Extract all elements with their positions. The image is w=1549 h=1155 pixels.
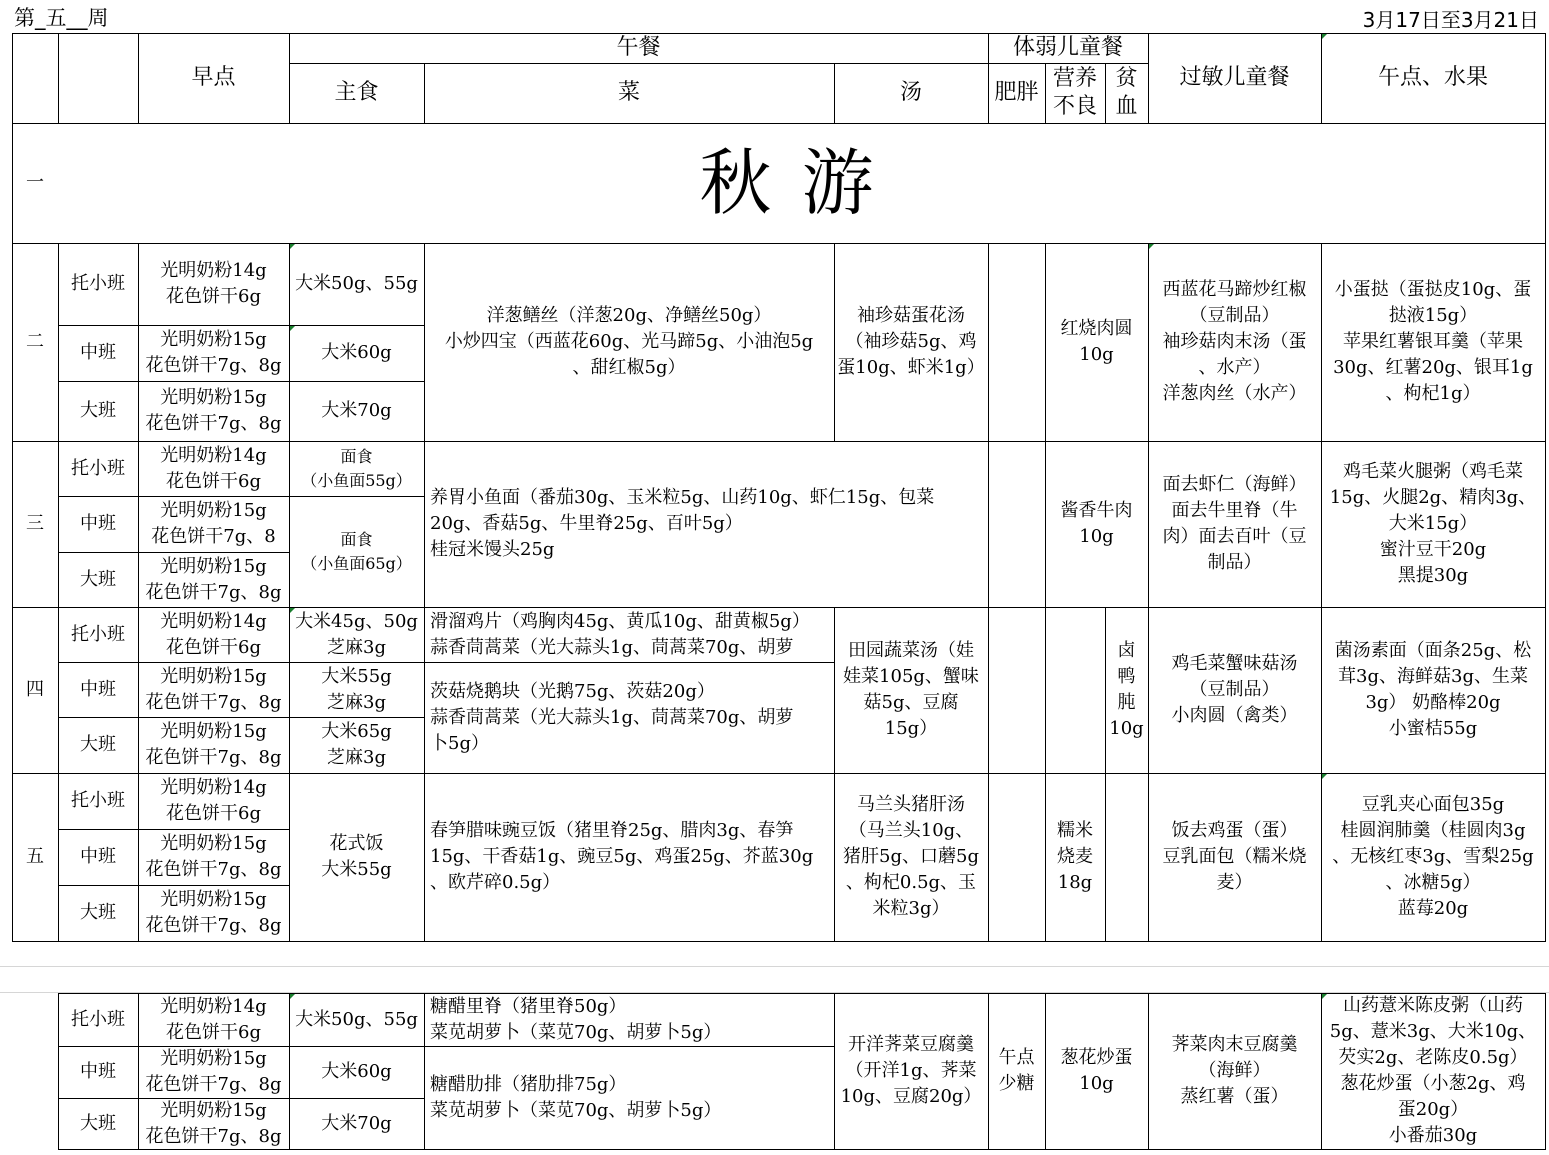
day-label-tue: 二 [26, 331, 44, 352]
class-label: 大班 [80, 902, 116, 923]
class-label: 中班 [80, 846, 116, 867]
staple-cell: 面食 （小鱼面65g） [301, 529, 412, 573]
header-obese: 肥胖 [994, 80, 1039, 105]
day-label-fri: 五 [26, 846, 44, 867]
dish-cell: 养胃小鱼面（番茄30g、玉米粒5g、山药10g、虾仁15g、包菜 20g、香菇5g、牛里脊25g、百叶5g） 桂冠米馒头25g [430, 487, 935, 560]
header-snack-fruit: 午点、水果 [1377, 65, 1488, 90]
class-label: 中班 [80, 513, 116, 534]
header-soup: 汤 [899, 80, 922, 105]
class-label: 大班 [80, 400, 116, 421]
dish-cell: 糖醋肋排（猪肋排75g） 菜苋胡萝卜（菜苋70g、胡萝卜5g） [430, 1073, 722, 1121]
breakfast-cell: 光明奶粉15g 花色饼干7g、8g [145, 665, 282, 713]
staple-cell: 大米70g [321, 1112, 392, 1134]
breakfast-cell: 光明奶粉15g 花色饼干7g、8 [151, 500, 276, 547]
snack-cell: 小蛋挞（蛋挞皮10g、蛋 挞液15g） 苹果红薯银耳羹（苹果 30g、红薯20g、银耳1g 、枸杞1g） [1333, 279, 1533, 404]
breakfast-cell: 光明奶粉14g 花色饼干6g [160, 260, 267, 307]
header-malnourished: 营养 不良 [1052, 66, 1097, 119]
staple-cell: 面食 （小鱼面55g） [301, 446, 412, 490]
breakfast-cell: 光明奶粉14g 花色饼干6g [160, 995, 267, 1043]
breakfast-cell: 光明奶粉14g 花色饼干6g [160, 444, 267, 492]
header-breakfast: 早点 [191, 65, 236, 90]
staple-cell: 大米70g [321, 400, 392, 421]
dish-cell: 滑溜鸡片（鸡胸肉45g、黄瓜10g、甜黄椒5g） 蒜香茼蒿菜（光大蒜头1g、茼蒿菜70g、胡萝 [430, 610, 810, 658]
staple-cell: 大米65g 芝麻3g [321, 721, 392, 768]
snack-cell: 菌汤素面（面条25g、松 茸3g、海鲜菇3g、生菜 3g） 奶酪棒20g 小蜜桔55g [1334, 640, 1532, 739]
allergy-cell: 荠菜肉末豆腐羹 （海鲜） 蒸红薯（蛋） [1171, 1034, 1298, 1107]
staple-cell: 大米60g [321, 342, 392, 363]
class-label: 托小班 [71, 623, 125, 645]
header-anemia: 贫 血 [1115, 66, 1138, 119]
soup-cell: 马兰头猪肝汤 （马兰头10g、 猪肝5g、口蘑5g 、枸杞0.5g、玉 米粒3g） [843, 794, 979, 919]
class-label: 中班 [80, 342, 116, 363]
dish-cell: 茨菇烧鹅块（光鹅75g、茨菇20g） 蒜香茼蒿菜（光大蒜头1g、茼蒿菜70g、胡萝 卜5g） [430, 680, 794, 754]
anemia-cell: 卤 鸭 肫 10g [1109, 640, 1144, 739]
class-label: 大班 [80, 734, 116, 755]
breakfast-cell: 光明奶粉15g 花色饼干7g、8g [145, 1099, 282, 1147]
header-allergy-meal: 过敏儿童餐 [1179, 65, 1290, 90]
date-range: 3月17日至3月21日 [1362, 8, 1539, 32]
day-label-mon: 一 [26, 172, 44, 193]
breakfast-cell: 光明奶粉15g 花色饼干7g、8g [145, 1048, 282, 1095]
header-weak-meal: 体弱儿童餐 [1012, 35, 1123, 60]
soup-cell: 田园蔬菜汤（娃 娃菜105g、蟹味 菇5g、豆腐 15g） [843, 640, 979, 739]
border [1545, 993, 1546, 1149]
snack-cell: 鸡毛菜火腿粥（鸡毛菜 15g、火腿2g、精肉3g、 大米15g） 蜜汁豆干20g 黑提30g [1329, 461, 1537, 586]
header-lunch: 午餐 [616, 35, 661, 60]
soup-cell: 袖珍菇蛋花汤 （袖珍菇5g、鸡 蛋10g、虾米1g） [837, 305, 985, 378]
allergy-cell: 西蓝花马蹄炒红椒 （豆制品） 袖珍菇肉末汤（蛋 、水产） 洋葱肉丝（水产） [1162, 279, 1307, 404]
staple-cell: 大米50g、55g [295, 1008, 418, 1030]
class-label: 托小班 [71, 457, 125, 479]
weak-meal-cell: 酱香牛肉 10g [1060, 500, 1133, 547]
class-label: 托小班 [71, 790, 125, 811]
breakfast-cell: 光明奶粉15g 花色饼干7g、8g [145, 387, 282, 434]
header-staple: 主食 [334, 80, 379, 105]
monday-event: 秋游 [699, 141, 904, 225]
border [12, 941, 1546, 942]
staple-cell: 大米45g、50g 芝麻3g [295, 610, 418, 658]
allergy-cell: 鸡毛菜蟹味菇汤 （豆制品） 小肉圆（禽类） [1171, 653, 1298, 726]
malnourished-cell: 糯米 烧麦 18g [1057, 820, 1093, 893]
snack-cell: 山药薏米陈皮粥（山药 5g、薏米3g、大米10g、 芡实2g、老陈皮0.5g） 葱花炒蛋（小葱2g、鸡 蛋20g） 小番茄30g [1329, 995, 1537, 1146]
class-label: 中班 [80, 1061, 116, 1082]
border [58, 33, 59, 123]
soup-cell: 开洋荠菜豆腐羹 （开洋1g、荠菜 10g、豆腐20g） [840, 1034, 982, 1107]
weak-meal-cell: 红烧肉圆 10g [1060, 318, 1133, 365]
header-dish: 菜 [617, 80, 640, 105]
border [58, 1149, 1546, 1150]
breakfast-cell: 光明奶粉14g 花色饼干6g [160, 610, 267, 658]
breakfast-cell: 光明奶粉15g 花色饼干7g、8g [145, 833, 282, 880]
day-label-thu: 四 [26, 679, 44, 700]
dish-cell: 春笋腊味豌豆饭（猪里脊25g、腊肉3g、春笋 15g、干香菇1g、豌豆5g、鸡蛋25g、芥蓝30g 、欧芹碎0.5g） [430, 820, 814, 893]
week-label: 第_五__周 [14, 6, 109, 30]
class-label: 中班 [80, 678, 116, 700]
breakfast-cell: 光明奶粉14g 花色饼干6g [160, 777, 267, 824]
class-label: 托小班 [71, 273, 125, 294]
staple-cell: 大米60g [321, 1061, 392, 1082]
class-label: 大班 [80, 1112, 116, 1134]
staple-cell: 花式饭 大米55g [321, 833, 392, 880]
weak-meal-cell: 葱花炒蛋 10g [1060, 1047, 1133, 1094]
dish-cell: 糖醋里脊（猪里脊50g） 菜苋胡萝卜（菜苋70g、胡萝卜5g） [430, 995, 722, 1043]
staple-cell: 大米55g 芝麻3g [321, 665, 392, 713]
breakfast-cell: 光明奶粉15g 花色饼干7g、8g [145, 555, 282, 603]
allergy-cell: 饭去鸡蛋（蛋） 豆乳面包（糯米烧 麦） [1162, 820, 1307, 893]
border [988, 243, 989, 941]
breakfast-cell: 光明奶粉15g 花色饼干7g、8g [145, 329, 282, 376]
class-label: 大班 [80, 568, 116, 590]
class-label: 托小班 [71, 1008, 125, 1030]
breakfast-cell: 光明奶粉15g 花色饼干7g、8g [145, 721, 282, 768]
staple-cell: 大米50g、55g [295, 273, 418, 294]
obese-cell: 午点 少糖 [998, 1047, 1035, 1094]
breakfast-cell: 光明奶粉15g 花色饼干7g、8g [145, 889, 282, 936]
day-label-wed: 三 [26, 513, 44, 534]
snack-cell: 豆乳夹心面包35g 桂圆润肺羹（桂圆肉3g 、无核红枣3g、雪梨25g 、冰糖5g） 蓝莓20g [1332, 794, 1534, 919]
border [1545, 33, 1546, 941]
sheet-gridline [0, 966, 1549, 967]
allergy-cell: 面去虾仁（海鲜） 面去牛里脊（牛 肉）面去百叶（豆 制品） [1162, 474, 1307, 573]
dish-cell: 洋葱鳝丝（洋葱20g、净鳝丝50g） 小炒四宝（西蓝花60g、光马蹄5g、小油泡5g 、甜红椒5g） [444, 305, 814, 378]
